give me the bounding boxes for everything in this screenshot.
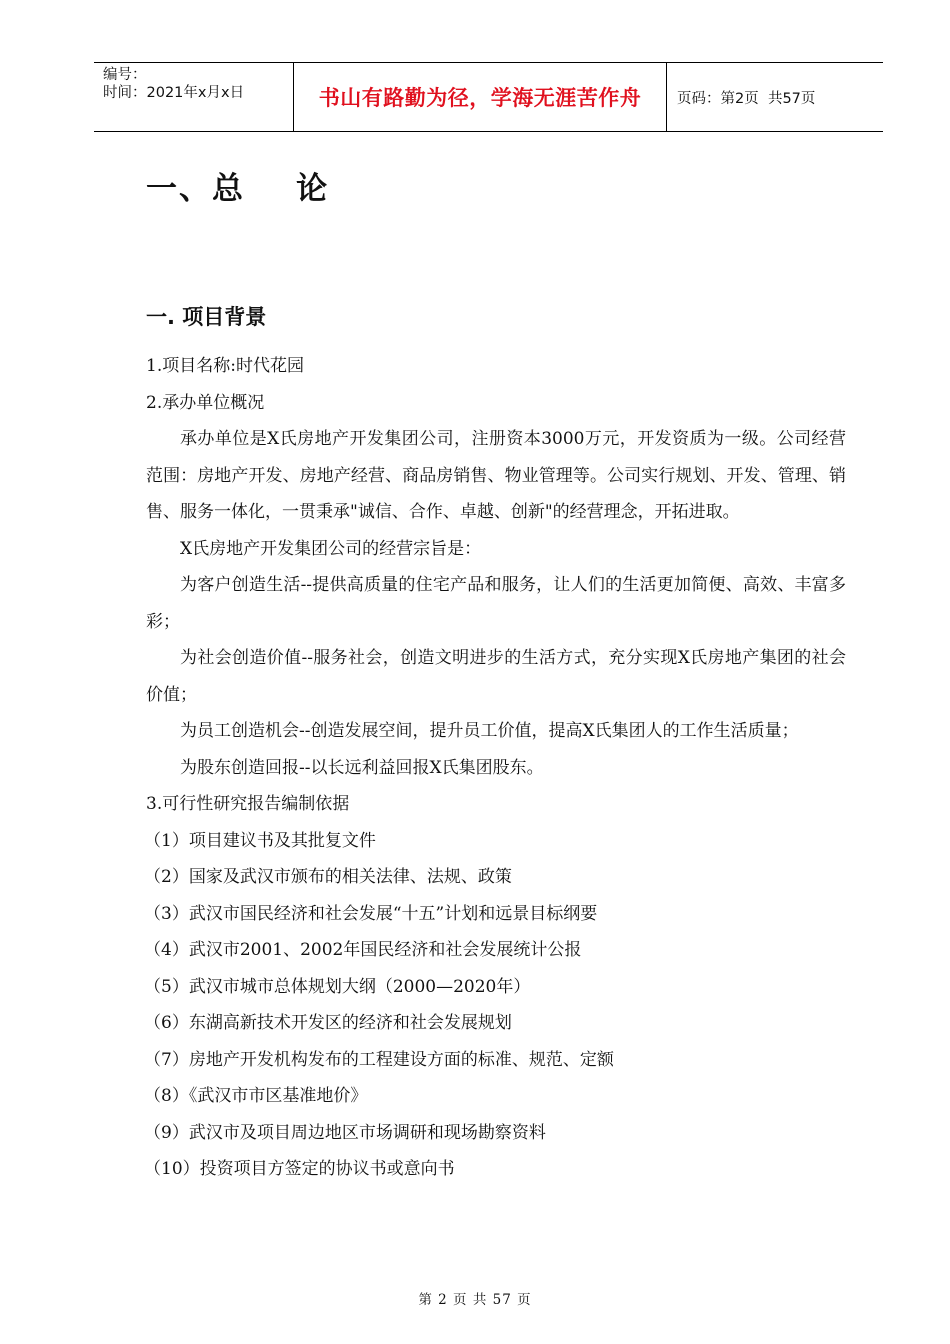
item-project-name: 1.项目名称:时代花园 bbox=[146, 356, 304, 376]
basis-list-item: （2）国家及武汉市颁布的相关法律、法规、政策 bbox=[144, 867, 512, 887]
item-organizer-overview: 2.承办单位概况 bbox=[146, 392, 265, 413]
paragraph-purpose-intro: X氏房地产开发集团公司的经营宗旨是： bbox=[180, 538, 482, 559]
basis-list bbox=[146, 823, 846, 1188]
page-header bbox=[94, 62, 883, 132]
header-page-info-cell bbox=[667, 63, 883, 131]
basis-list-item: （3）武汉市国民经济和社会发展“十五”计划和远景目标纲要 bbox=[144, 903, 598, 924]
basis-list-item: （6）东湖高新技术开发区的经济和社会发展规划 bbox=[144, 1013, 512, 1033]
basis-list-item: （5）武汉市城市总体规划大纲（2000—2020年） bbox=[144, 976, 531, 997]
paragraph-society: 为社会创造价值--服务社会，创造文明进步的生活方式，充分实现X氏房地产集团的社会价值； bbox=[146, 648, 846, 705]
paragraph-customers: 为客户创造生活--提供高质量的住宅产品和服务，让人们的生活更加简便、高效、丰富多彩； bbox=[146, 575, 846, 632]
basis-list-item: （1）项目建议书及其批复文件 bbox=[144, 830, 376, 851]
header-meta bbox=[94, 63, 294, 131]
header-time-label: 时间：2021年x月x日 bbox=[103, 85, 245, 101]
basis-list-item: （4）武汉市2001、2002年国民经济和社会发展统计公报 bbox=[144, 940, 582, 960]
header-number-label: 编号： bbox=[103, 67, 147, 83]
header-page-info: 页码：第2页 共57页 bbox=[677, 90, 816, 107]
header-motto: 书山有路勤为径，学海无涯苦作舟 bbox=[294, 63, 667, 131]
item-report-basis: 3.可行性研究报告编制依据 bbox=[146, 794, 350, 814]
document-body bbox=[146, 348, 846, 1188]
paragraph-organizer: 承办单位是X氏房地产开发集团公司，注册资本3000万元，开发资质为一级。公司经营范围：房地产开发、房地产经营、商品房销售、物业管理等。公司实行规划、开发、管理、销售、服务一体化，一贯秉承"诚信、合作、卓越、创新"的经营理念，开拓进取。 bbox=[146, 429, 846, 522]
basis-list-item: （10）投资项目方签定的协议书或意向书 bbox=[144, 1159, 455, 1179]
chapter-title: 一、总 论 bbox=[146, 171, 330, 207]
paragraph-employees: 为员工创造机会--创造发展空间，提升员工价值，提高X氏集团人的工作生活质量； bbox=[180, 721, 799, 741]
page-footer: 第 2 页 共 57 页 bbox=[418, 1292, 532, 1308]
paragraph-shareholders: 为股东创造回报--以长远利益回报X氏集团股东。 bbox=[180, 757, 544, 778]
basis-list-item: （9）武汉市及项目周边地区市场调研和现场勘察资料 bbox=[144, 1122, 546, 1143]
basis-list-item: （7）房地产开发机构发布的工程建设方面的标准、规范、定额 bbox=[144, 1049, 614, 1070]
section-title: 一. 项目背景 bbox=[146, 305, 267, 329]
basis-list-item: （8）《武汉市市区基准地价》 bbox=[144, 1086, 368, 1106]
